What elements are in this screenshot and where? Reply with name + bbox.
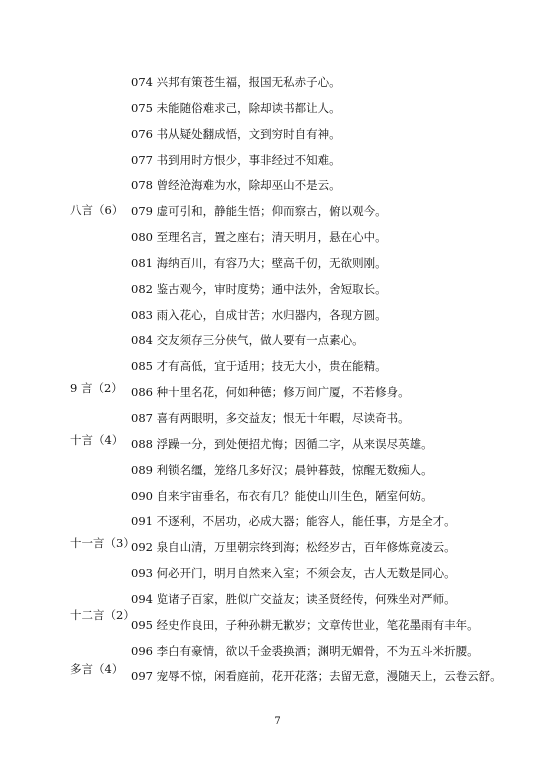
- couplet-entry: 087 喜有两眼明，多交益友；恨无十年暇，尽读奇书。: [131, 411, 410, 425]
- couplet-entry: 092 泉自山清，万里朝宗终到海；松经岁古，百年修炼竟凌云。: [131, 540, 456, 554]
- couplet-entry: 095 经史作良田，子种孙耕无歉岁；文章传世业，笔花墨雨有丰年。: [131, 618, 479, 632]
- couplet-entry: 083 雨入花心，自成甘苦；水归器内，各现方圆。: [131, 308, 387, 322]
- couplet-entry: 091 不逐利，不居功，必成大器；能容人，能任事，方是全才。: [131, 514, 456, 528]
- couplet-entry: 081 海纳百川，有容乃大；壁高千仞，无欲则刚。: [131, 256, 387, 270]
- couplet-entry: 075 未能随俗难求己，除却读书都让人。: [131, 101, 341, 115]
- section-label: 多言（4）: [70, 662, 124, 676]
- couplet-entry: 089 利锁名缰，笼络几多好汉；晨钟暮鼓，惊醒无数痴人。: [131, 463, 433, 477]
- couplet-entry: 079 虚可引和，静能生悟；仰而察古，俯以观今。: [131, 204, 387, 218]
- couplet-entry: 094 览诸子百家，胜似广交益友；读圣贤经传，何殊坐对严师。: [131, 592, 456, 606]
- couplet-entry: 076 书从疑处翻成悟，文到穷时自有神。: [131, 127, 341, 141]
- section-label: 十二言（2）: [70, 608, 135, 622]
- page-number: 7: [274, 716, 281, 727]
- couplet-entry: 090 自来宇宙垂名，布衣有几？能使山川生色，陋室何妨。: [131, 489, 433, 503]
- couplet-entry: 096 李白有豪情，欲以千金裘换酒；渊明无媚骨，不为五斗米折腰。: [131, 644, 479, 658]
- section-label: 十一言（3）: [70, 536, 135, 550]
- couplet-entry: 086 种十里名花，何如种德；修万间广厦，不若修身。: [131, 385, 410, 399]
- section-label: 9 言（2）: [70, 381, 123, 395]
- couplet-entry: 084 交友须存三分侠气，做人要有一点素心。: [131, 333, 364, 347]
- couplet-entry: 088 浮躁一分，到处便招尤悔；因循二字，从来误尽英雄。: [131, 437, 433, 451]
- couplet-entry: 078 曾经沧海难为水，除却巫山不是云。: [131, 178, 341, 192]
- couplet-entry: 080 至理名言，置之座右；清天明月，悬在心中。: [131, 230, 387, 244]
- couplet-entry: 082 鉴古观今，审时度势；通中法外，舍短取长。: [131, 282, 387, 296]
- section-label: 十言（4）: [70, 433, 124, 447]
- couplet-entry: 093 何必开门，明月自然来入室；不须会友，古人无数是同心。: [131, 566, 456, 580]
- section-label: 八言（6）: [70, 203, 124, 217]
- couplet-entry: 077 书到用时方恨少，事非经过不知难。: [131, 153, 341, 167]
- couplet-entry: 085 才有高低，宜于适用；技无大小，贵在能精。: [131, 359, 387, 373]
- couplet-entry: 097 宠辱不惊，闲看庭前，花开花落；去留无意，漫随天上，云卷云舒。: [131, 669, 502, 683]
- couplet-entry: 074 兴邦有策苍生福，报国无私赤子心。: [131, 75, 341, 89]
